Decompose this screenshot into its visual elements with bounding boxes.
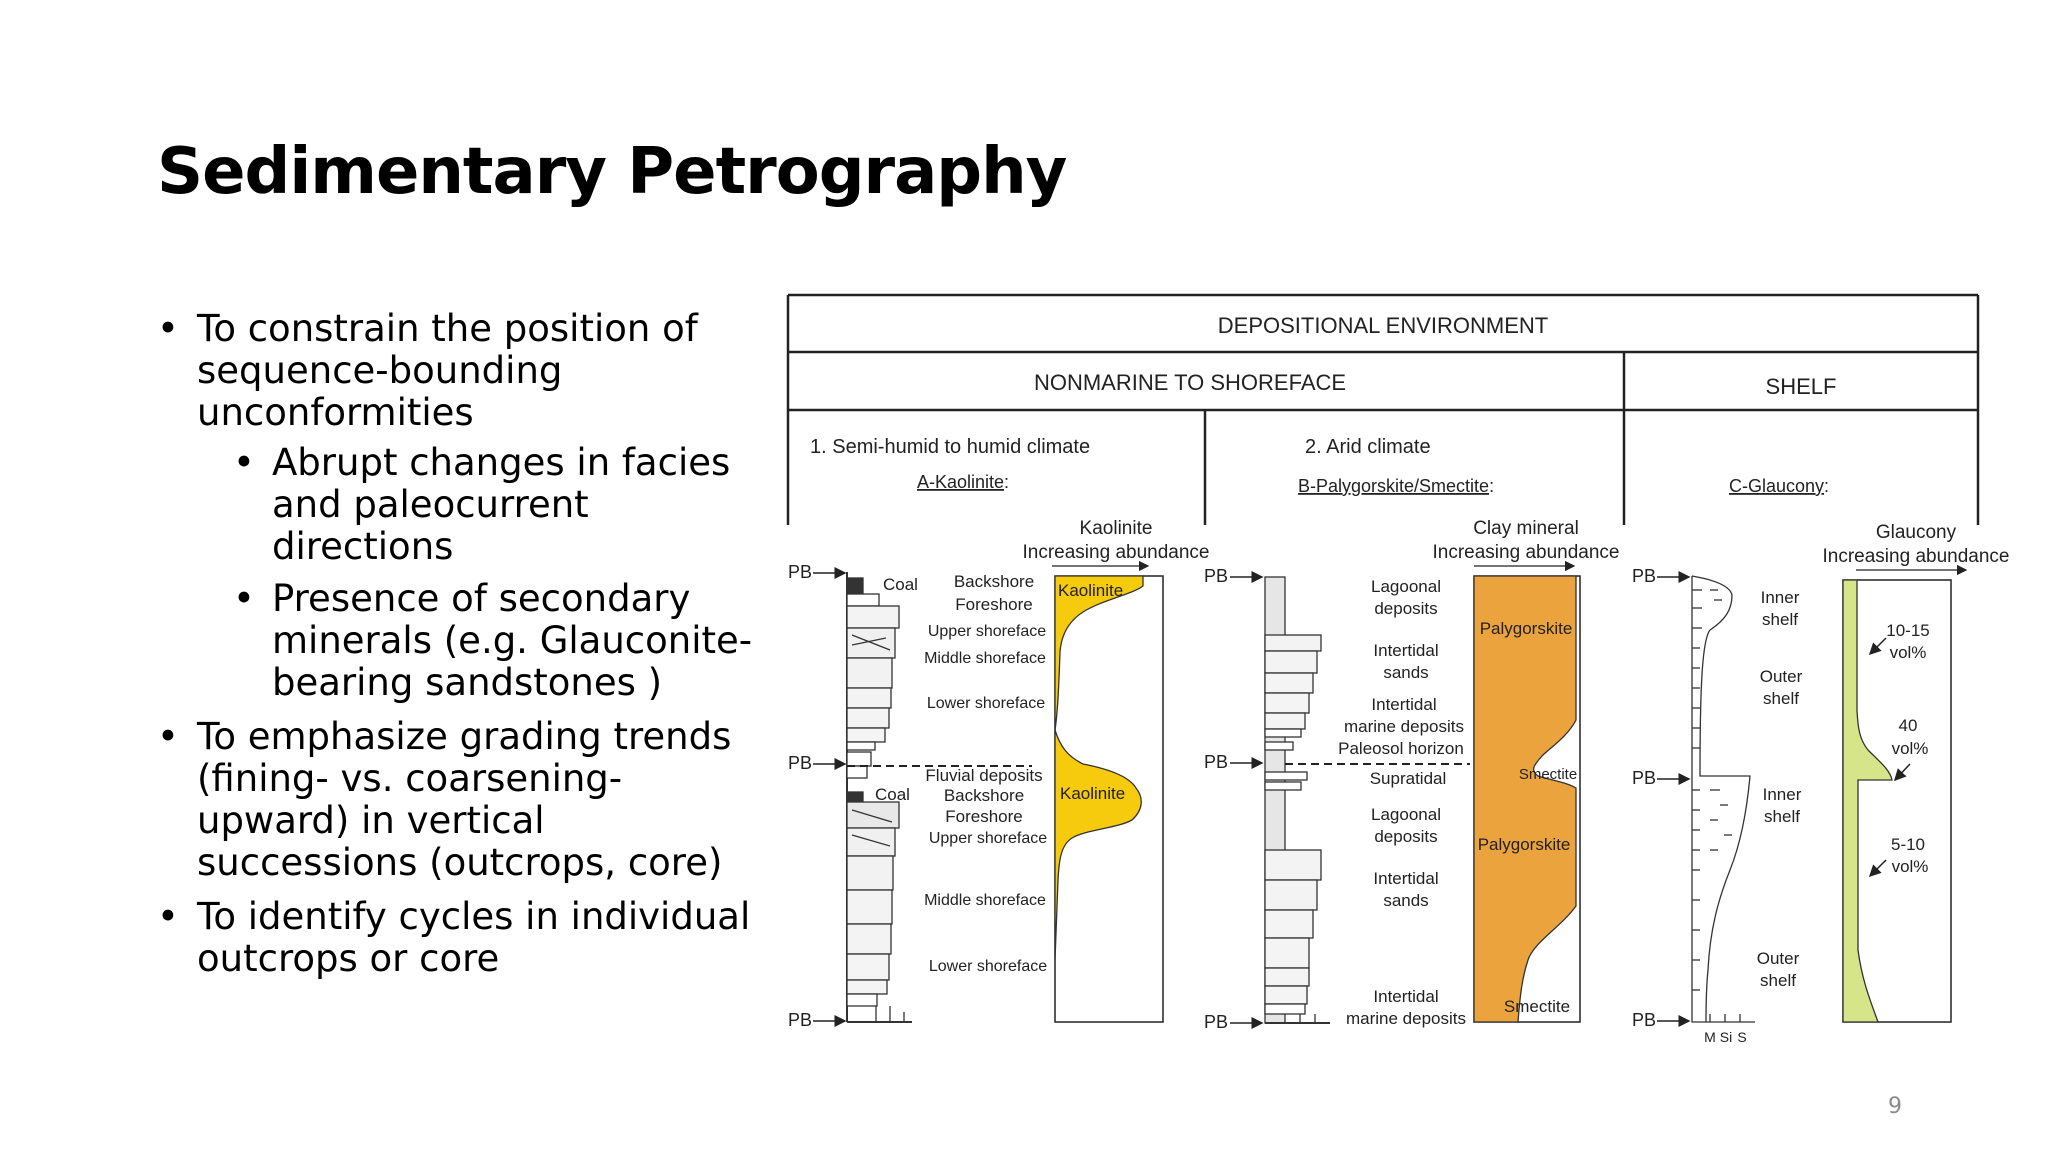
facies-label: Intertidal <box>1373 987 1439 1006</box>
facies-label: Upper shoreface <box>927 623 1047 640</box>
chart-title: Kaolinite <box>1079 518 1153 539</box>
facies-label: Middle shoreface <box>924 892 1046 909</box>
bullet-text: To emphasize grading trends (fining- vs. coarsening-upward) in vertical successions (outcrops, core) <box>197 715 732 884</box>
pb-label: PB <box>1632 1010 1657 1030</box>
pb-label: PB <box>1204 566 1229 586</box>
facies-label: Fluvial deposits <box>925 766 1043 785</box>
curve-label: Palygorskite <box>1479 619 1573 638</box>
chart-subtitle: Increasing abundance <box>1822 546 2010 567</box>
annotation-label: 40 <box>1898 716 1918 735</box>
bullet-item <box>157 716 757 884</box>
sub-bullet-item <box>233 578 757 704</box>
facies-label: sands <box>1383 891 1429 910</box>
facies-label: Intertidal <box>1373 869 1439 888</box>
bullet-text: To constrain the position of sequence-bounding unconformities <box>197 307 698 434</box>
facies-label: Outer <box>1756 949 1800 968</box>
annotation-label: vol% <box>1889 643 1927 662</box>
facies-label: Inner <box>1760 588 1800 607</box>
pb-label: PB <box>788 1010 813 1030</box>
facies-label: Supratidal <box>1369 769 1447 788</box>
facies-label: Coal <box>883 575 918 594</box>
pb-label: PB <box>1204 1012 1229 1032</box>
facies-label: Lagoonal <box>1371 805 1441 824</box>
annotation-label: vol% <box>1891 857 1929 876</box>
header-depositional-environment: DEPOSITIONAL ENVIRONMENT <box>1217 313 1549 338</box>
pb-label: PB <box>788 753 813 773</box>
facies-label: Inner <box>1762 785 1802 804</box>
annotation-label: vol% <box>1891 739 1929 758</box>
subtitle-b-palygorskite-smectite: B-Palygorskite/Smectite: <box>1298 476 1495 496</box>
chart-subtitle: Increasing abundance <box>1022 542 1210 563</box>
bullet-list <box>157 308 757 992</box>
climate-label-humid: 1. Semi-humid to humid climate <box>810 436 1091 458</box>
page-number: 9 <box>1888 1094 1902 1119</box>
grain-size-label: M <box>1704 1029 1716 1045</box>
slide-title: Sedimentary Petrography <box>157 135 1067 209</box>
subtitle-a-kaolinite: A-Kaolinite: <box>917 472 1010 492</box>
curve-label: Smectite <box>1518 766 1578 783</box>
climate-label-arid: 2. Arid climate <box>1305 436 1431 458</box>
facies-label: deposits <box>1374 599 1438 618</box>
bullet-item <box>157 308 757 704</box>
grain-size-label: S <box>1737 1029 1747 1045</box>
facies-label: Backshore <box>953 572 1035 591</box>
sub-bullet-item <box>233 442 757 568</box>
facies-label: Middle shoreface <box>924 650 1046 667</box>
header-nonmarine-to-shoreface: NONMARINE TO SHOREFACE <box>1033 370 1347 395</box>
facies-label: shelf <box>1762 610 1798 629</box>
clay-mineral-figure <box>780 290 2010 1070</box>
chart-title: Clay mineral <box>1473 518 1579 539</box>
facies-label: Lower shoreface <box>926 695 1046 712</box>
facies-label: Paleosol horizon <box>1338 739 1464 758</box>
facies-label: deposits <box>1374 827 1438 846</box>
facies-label: Backshore <box>943 786 1025 805</box>
facies-label: sands <box>1383 663 1429 682</box>
facies-label: marine deposits <box>1345 1009 1467 1028</box>
chart-title: Glaucony <box>1875 522 1957 543</box>
facies-label: Outer <box>1759 667 1803 686</box>
subtitle-c-glaucony: C-Glaucony: <box>1729 476 1830 496</box>
facies-label: shelf <box>1764 807 1800 826</box>
annotation-label: 5-10 <box>1890 835 1926 854</box>
bullet-text: To identify cycles in individual outcrops or core <box>197 895 751 980</box>
facies-label: shelf <box>1763 689 1799 708</box>
annotation-label: 10-15 <box>1886 621 1930 640</box>
facies-label: Lagoonal <box>1371 577 1441 596</box>
facies-label: shelf <box>1760 971 1796 990</box>
lithology-column <box>1692 576 1755 1022</box>
facies-label: Intertidal <box>1371 695 1437 714</box>
facies-label: Foreshore <box>955 595 1033 614</box>
pb-label: PB <box>788 562 813 582</box>
facies-label: Lower shoreface <box>928 958 1048 975</box>
sub-bullet-text: Presence of secondary minerals (e.g. Glauconite-bearing sandstones ) <box>272 577 753 704</box>
grain-size-label: Si <box>1719 1029 1733 1045</box>
curve-label: Kaolinite <box>1058 581 1124 600</box>
panel-c-glaucony <box>1632 522 2009 1045</box>
pb-label: PB <box>1204 752 1229 772</box>
facies-label: Intertidal <box>1373 641 1439 660</box>
facies-label: Coal <box>875 785 910 804</box>
curve-label: Smectite <box>1503 997 1571 1016</box>
panel-b-palygorskite-smectite <box>1204 518 1619 1032</box>
facies-label: Foreshore <box>945 807 1023 826</box>
curve-label: Palygorskite <box>1477 835 1571 854</box>
header-shelf: SHELF <box>1765 374 1837 399</box>
sub-bullet-text: Abrupt changes in facies and paleocurrent directions <box>272 441 731 568</box>
pb-label: PB <box>1632 768 1657 788</box>
panel-a-kaolinite <box>788 518 1209 1030</box>
pb-label: PB <box>1632 566 1657 586</box>
facies-label: marine deposits <box>1343 717 1465 736</box>
facies-label: Upper shoreface <box>928 830 1048 847</box>
chart-subtitle: Increasing abundance <box>1432 542 1620 563</box>
curve-label: Kaolinite <box>1060 784 1126 803</box>
bullet-item <box>157 896 757 980</box>
lithology-column <box>1265 577 1330 1023</box>
